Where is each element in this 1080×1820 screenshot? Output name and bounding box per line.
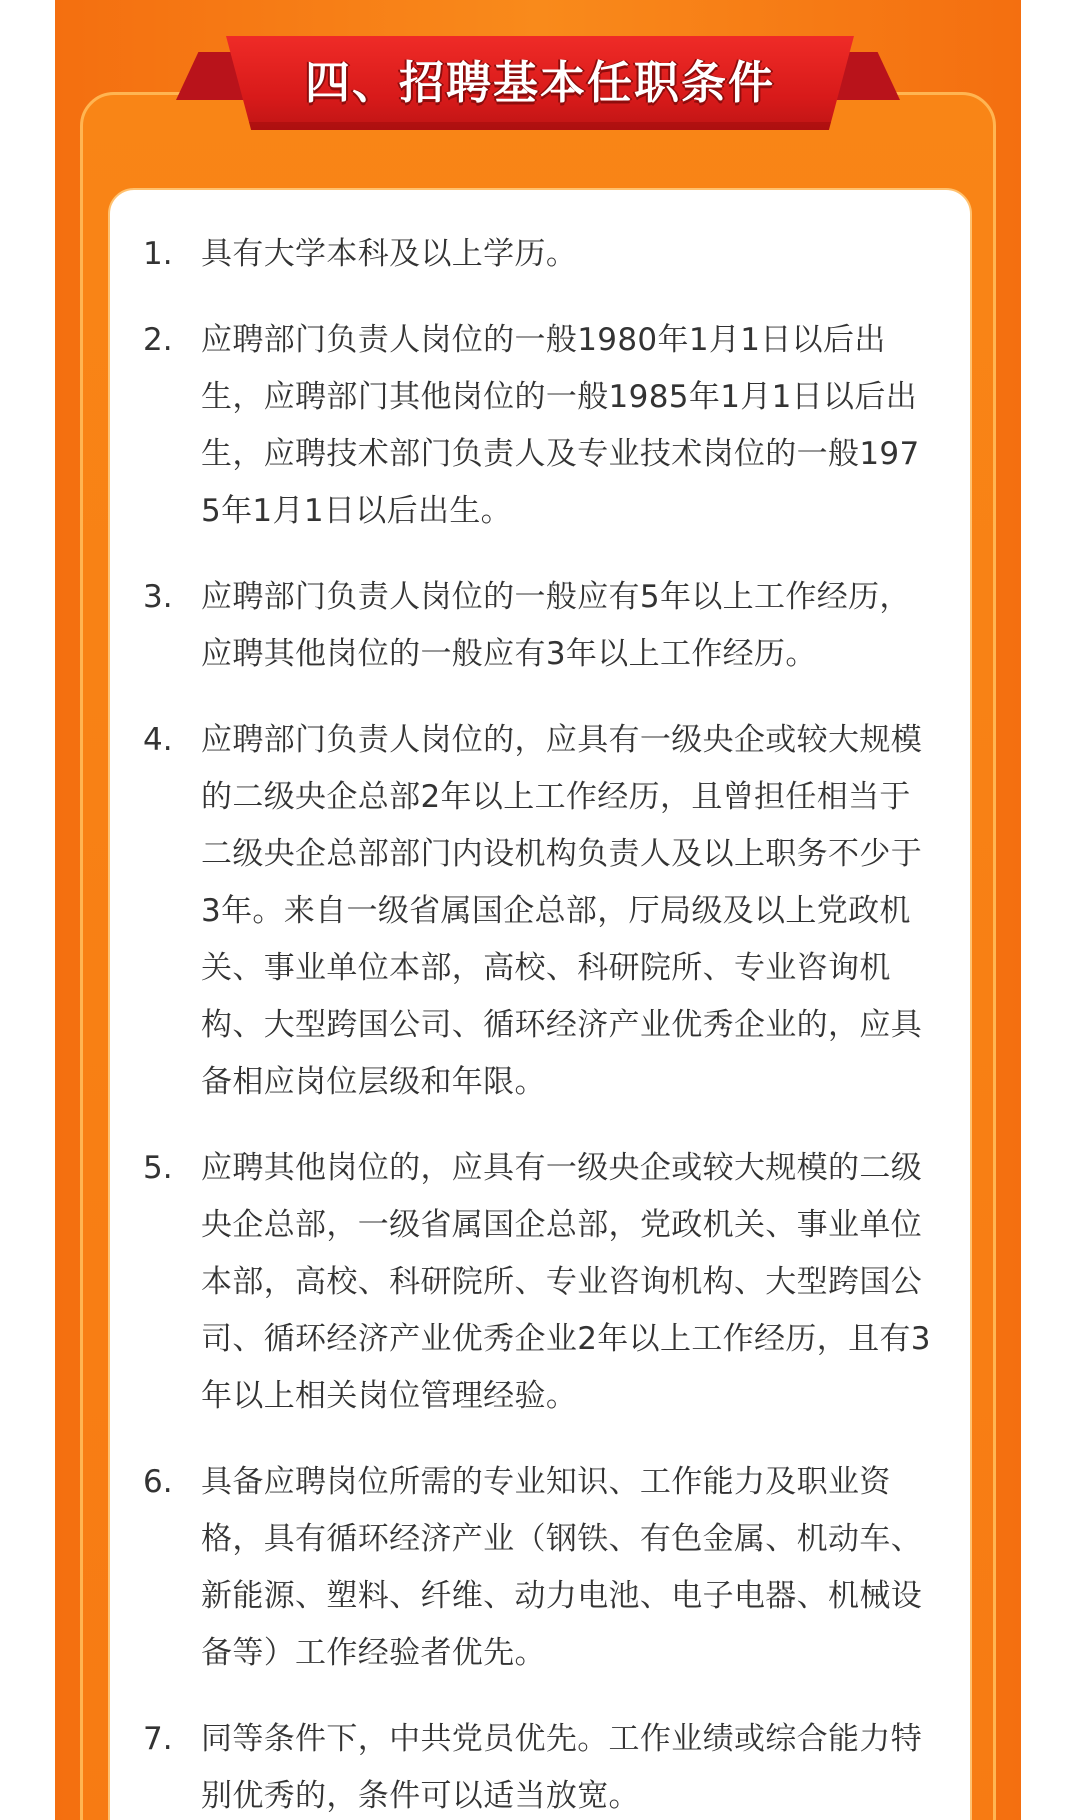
- requirement-item-4: [143, 712, 932, 1111]
- requirement-number: 6.: [143, 1464, 173, 1500]
- requirement-text: 应聘部门负责人岗位的一般应有5年以上工作经历，应聘其他岗位的一般应有3年以上工作经历。: [201, 579, 911, 672]
- requirement-text: 应聘部门负责人岗位的一般1980年1月1日以后出生，应聘部门其他岗位的一般1985年1月1日以后出生，应聘技术部门负责人及专业技术岗位的一般1975年1月1日以后出生。: [201, 322, 920, 529]
- requirement-number: 3.: [143, 579, 173, 615]
- requirement-item-3: [143, 569, 932, 683]
- requirement-number: 7.: [143, 1721, 173, 1757]
- requirement-item-7: [143, 1711, 932, 1820]
- requirement-number: 1.: [143, 236, 173, 272]
- requirement-item-5: [143, 1140, 932, 1425]
- requirement-item-1: [143, 226, 932, 283]
- requirements-list: [143, 226, 932, 1820]
- requirement-number: 5.: [143, 1150, 173, 1186]
- requirement-number: 4.: [143, 722, 173, 758]
- requirements-card: [108, 188, 972, 1820]
- requirement-number: 2.: [143, 322, 173, 358]
- requirement-item-6: [143, 1454, 932, 1682]
- requirement-text: 同等条件下，中共党员优先。工作业绩或综合能力特别优秀的，条件可以适当放宽。: [201, 1721, 923, 1814]
- section-title: 四、招聘基本任职条件: [304, 56, 775, 109]
- requirement-text: 应聘其他岗位的，应具有一级央企或较大规模的二级央企总部，一级省属国企总部，党政机关、事业单位本部，高校、科研院所、专业咨询机构、大型跨国公司、循环经济产业优秀企业2年以上工作经历，且有3年以上相关岗位管理经验。: [201, 1150, 931, 1414]
- requirement-text: 应聘部门负责人岗位的，应具有一级央企或较大规模的二级央企总部2年以上工作经历，且曾担任相当于二级央企总部部门内设机构负责人及以上职务不少于3年。来自一级省属国企总部，厅局级及以上党政机关、事业单位本部，高校、科研院所、专业咨询机构、大型跨国公司、循环经济产业优秀企业的，应具备相应岗位层级和年限。: [201, 722, 923, 1100]
- requirement-text: 具有大学本科及以上学历。: [201, 236, 578, 272]
- requirement-text: 具备应聘岗位所需的专业知识、工作能力及职业资格，具有循环经济产业（钢铁、有色金属、机动车、新能源、塑料、纤维、动力电池、电子电器、机械设备等）工作经验者优先。: [201, 1464, 923, 1671]
- requirement-item-2: [143, 312, 932, 540]
